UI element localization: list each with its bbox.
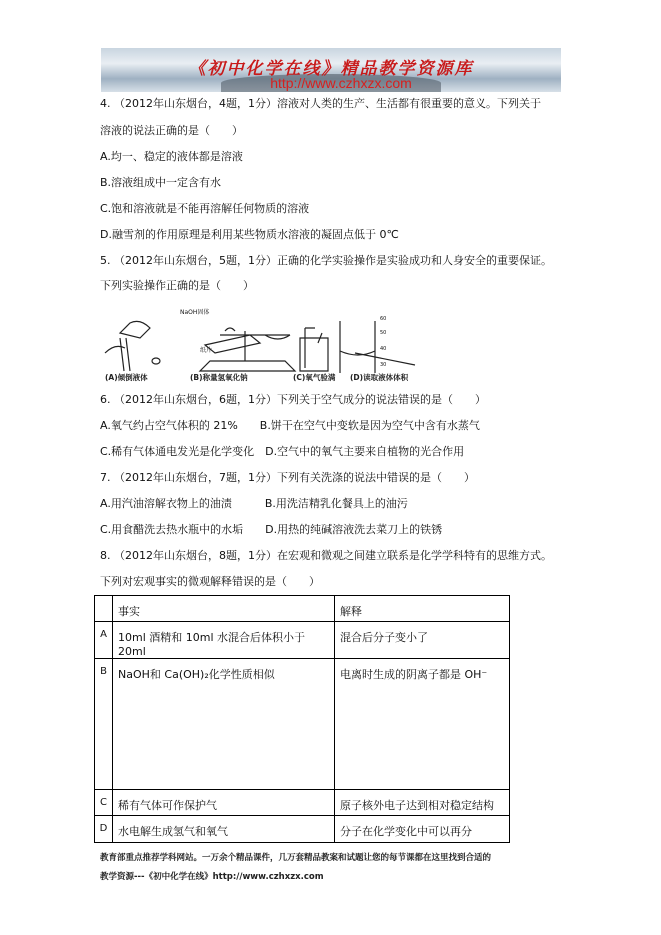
header-key [95,596,113,622]
caption-a: (A)倾倒液体 [105,373,148,382]
q4-option-a: A.均一、稳定的液体都是溶液 [100,150,243,163]
header-explain: 解释 [335,596,510,622]
q6-options-ab: A.氧气约占空气体积的 21% B.饼干在空气中变软是因为空气中含有水蒸气 [100,419,480,432]
q6-stem: 6. （2012年山东烟台，6题，1分）下列关于空气成分的说法错误的是（ ） [100,393,486,406]
paper-label: 纸片 [200,347,213,354]
table-row [95,790,510,816]
row-explain: 分子在化学变化中可以再分 [335,816,510,843]
footer-line-2: 教学资源---《初中化学在线》http://www.czhxzx.com [100,872,324,882]
scale-40: 40 [380,346,387,352]
q8-stem-2: 下列对宏观事实的微观解释错误的是（ ） [100,575,320,588]
row-explain: 电离时生成的阴离子都是 OH⁻ [335,659,510,790]
q6-options-cd: C.稀有气体通电发光是化学变化 D.空气中的氧气主要来自植物的光合作用 [100,445,465,458]
q7-options-ab: A.用汽油溶解衣物上的油渍 B.用洗洁精乳化餐具上的油污 [100,497,408,510]
q5-experiment-figure [100,309,430,385]
q8-stem-1: 8. （2012年山东烟台，8题，1分）在宏观和微观之间建立联系是化学学科特有的思维方式。 [100,549,552,562]
q4-stem-1: 4. （2012年山东烟台，4题，1分）溶液对人类的生产、生活都有很重要的意义。下列关于 [100,97,541,110]
caption-d: (D)读取液体体积 [350,373,409,382]
row-explain: 混合后分子变小了 [335,622,510,659]
row-explain: 原子核外电子达到相对稳定结构 [335,790,510,816]
row-fact: 水电解生成氢气和氧气 [113,816,335,843]
banner-title: 《初中化学在线》精品教学资源库 [188,59,474,79]
row-fact: 10ml 酒精和 10ml 水混合后体积小于 20ml [113,622,335,659]
footer-line-1: 教育部重点推荐学科网站。一万余个精品课件，几万套精品教案和试题让您的每节课都在这里找到合适的 [100,853,492,863]
row-fact: NaOH和 Ca(OH)₂化学性质相似 [113,659,335,790]
q5-stem-2: 下列实验操作正确的是（ ） [100,279,254,292]
table-row [95,622,510,659]
scale-60: 60 [380,316,387,322]
scale-30: 30 [380,362,387,368]
q7-stem: 7. （2012年山东烟台，7题，1分）下列有关洗涤的说法中错误的是（ ） [100,471,475,484]
table-header-row [95,596,510,622]
caption-c: (C)氧气验满 [293,373,336,382]
caption-b: (B)称量氢氧化钠 [190,373,248,382]
q4-option-c: C.饱和溶液就是不能再溶解任何物质的溶液 [100,202,310,215]
q4-stem-2: 溶液的说法正确的是（ ） [100,124,243,137]
row-key: B [95,659,113,790]
q8-table [94,595,510,843]
banner-url: http://www.czhxzx.com [270,75,412,91]
row-key: C [95,790,113,816]
row-fact: 稀有气体可作保护气 [113,790,335,816]
q4-option-b: B.溶液组成中一定含有水 [100,176,222,189]
q4-option-d: D.融雪剂的作用原理是利用某些物质水溶液的凝固点低于 0℃ [100,228,399,241]
row-key: D [95,816,113,843]
header-banner [101,48,561,92]
scale-50: 50 [380,330,387,336]
naoh-label: NaOH固体 [180,309,210,316]
row-key: A [95,622,113,659]
table-row [95,816,510,843]
header-fact: 事实 [113,596,335,622]
table-row [95,659,510,790]
q7-options-cd: C.用食醋洗去热水瓶中的水垢 D.用热的纯碱溶液洗去菜刀上的铁锈 [100,523,443,536]
q5-stem-1: 5. （2012年山东烟台，5题，1分）正确的化学实验操作是实验成功和人身安全的重要保证。 [100,254,552,267]
